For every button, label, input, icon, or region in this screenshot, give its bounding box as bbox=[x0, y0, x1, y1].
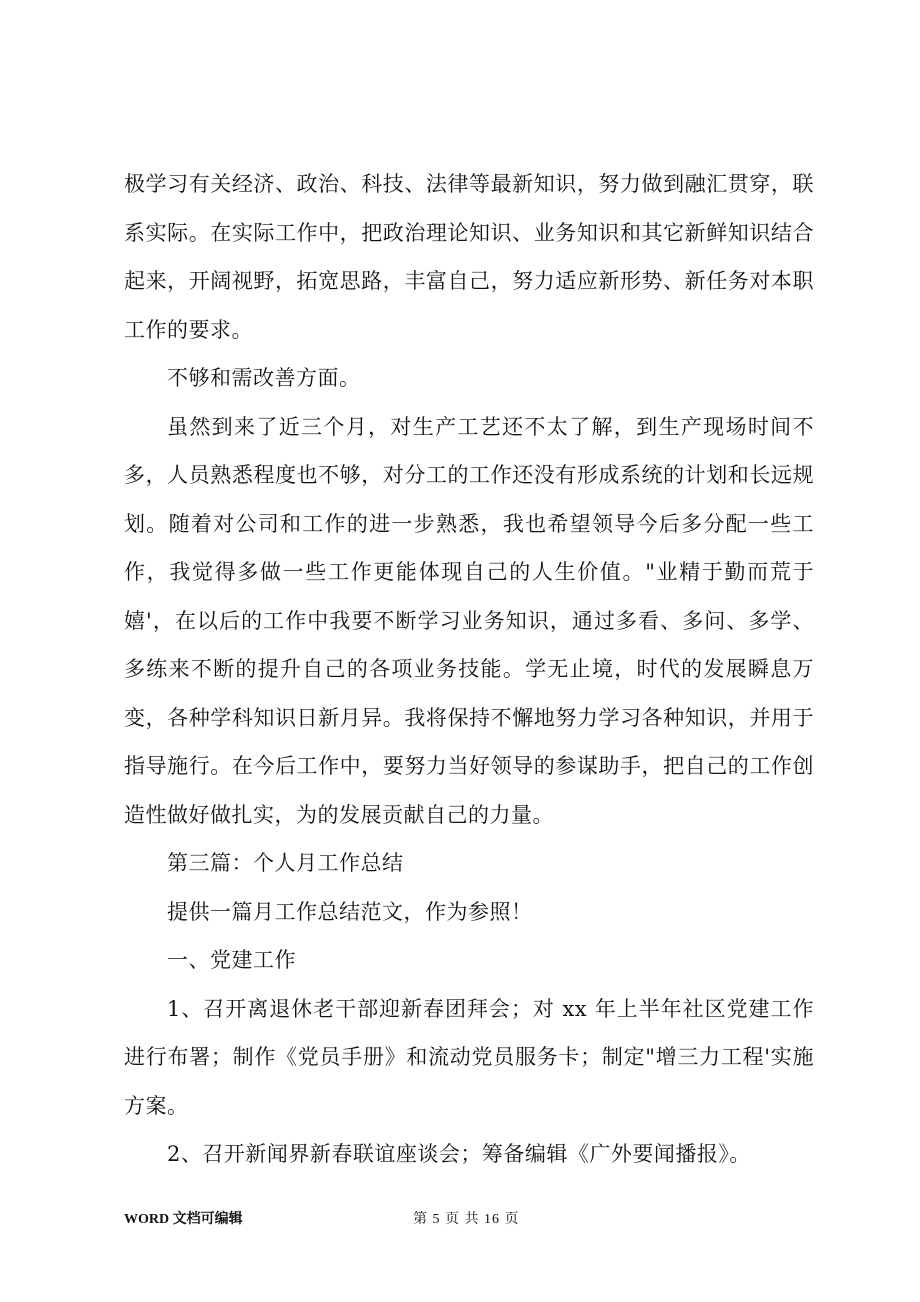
footer-editable-label: WORD 文档可编辑 bbox=[124, 1212, 243, 1227]
page-footer bbox=[124, 1208, 814, 1230]
list-item-1: 1、召开离退休老干部迎新春团拜会；对 xx 年上半年社区党建工作进行布署；制作《党员手册》和流动党员服务卡；制定"增三力工程'实施方案。 bbox=[124, 996, 814, 1118]
paragraph-improvement-heading: 不够和需改善方面。 bbox=[167, 366, 361, 390]
document-body bbox=[124, 160, 814, 1179]
footer-page-number: 第 5 页 共 16 页 bbox=[413, 1212, 520, 1227]
heading-party-building: 一、党建工作 bbox=[167, 948, 296, 972]
section-title-part-three: 第三篇：个人月工作总结 bbox=[167, 851, 404, 875]
paragraph-continuation: 极学习有关经济、政治、科技、法律等最新知识，努力做到融汇贯穿，联系实际。在实际工作中，把政治理论知识、业务知识和其它新鲜知识结合起来，开阔视野，拓宽思路，丰富自己，努力适应新形势、新任务对本职工作的要求。 bbox=[124, 172, 814, 342]
paragraph-intro: 提供一篇月工作总结范文，作为参照！ bbox=[167, 899, 533, 924]
paragraph-improvement-body: 虽然到来了近三个月，对生产工艺还不太了解，到生产现场时间不多，人员熟悉程度也不够，对分工的工作还没有形成系统的计划和长远规划。随着对公司和工作的进一步熟悉，我也希望领导今后多分配一些工作，我觉得多做一些工作更能体现自己的人生价值。"业精于勤而荒于嬉'，在以后的工作中我要不断学习业务知识，通过多看、多问、多学、多练来不断的提升自己的各项业务技能。学无止境，时代的发展瞬息万变，各种学科知识日新月异。我将保持不懈地努力学习各种知识，并用于指导施行。在今后工作中，要努力当好领导的参谋助手，把自己的工作创造性做好做扎实，为的发展贡献自己的力量。 bbox=[124, 414, 814, 827]
list-item-2: 2、召开新闻界新春联谊座谈会；筹备编辑《广外要闻播报》。 bbox=[167, 1142, 751, 1166]
